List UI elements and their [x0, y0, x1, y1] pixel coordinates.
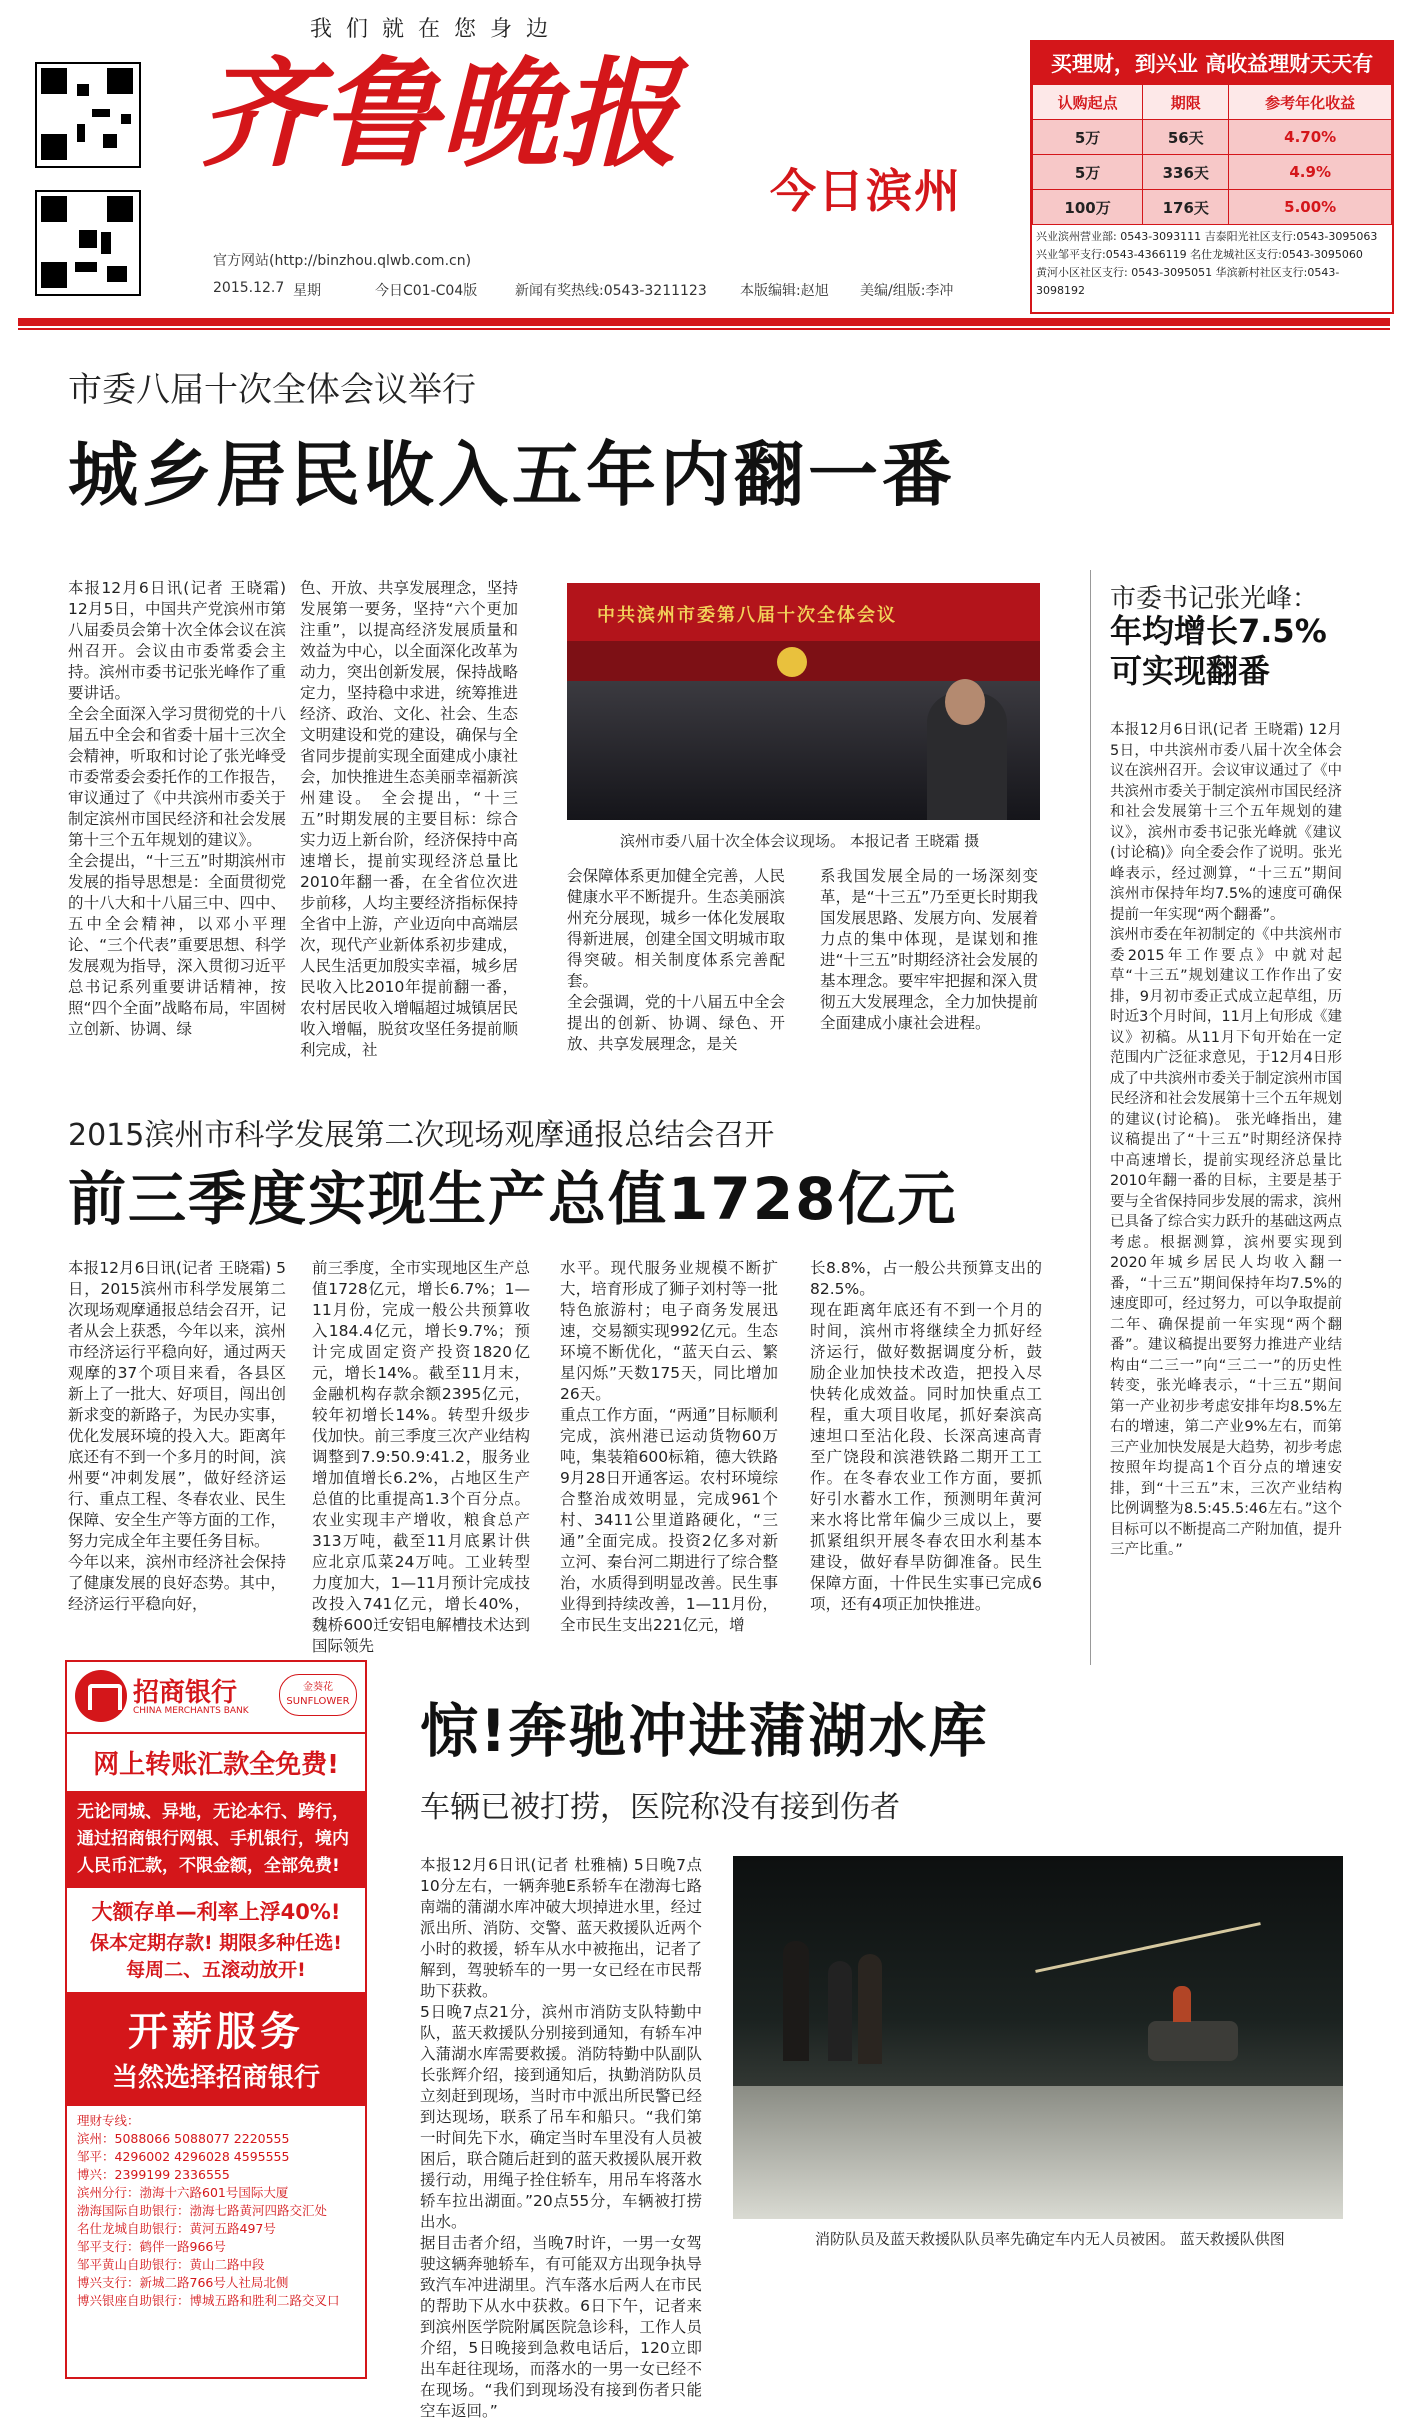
cmb-contact-line: 滨州分行：渤海十六路601号国际大厦	[77, 2185, 289, 2200]
article2-col4: 长8.8%，占一般公共预算支出的82.5%。 现在距离年底还有不到一个月的时间，滨州市将继续全力抓好经济运行，做好数据调度分析，鼓励企业加快技术改造，把投入尽快转化成效益。同时加快重点工程，重大项目收尾，抓好秦滨高速坦口至沾化段、长深高速高青至广饶段和滨港铁路二期开工工作。在冬春农业工作方面，要抓好引水蓄水工作，预测明年黄河来水将比常年偏少三成以上，要抓紧组织开展冬春农田水利基本建设，做好春旱防御准备。民生保障方面，十件民生实事已完成6项，还有4项正加快推进。	[810, 1259, 1042, 1613]
cmb-ad	[65, 1660, 367, 2379]
edition-title: 今日滨州	[770, 164, 962, 218]
sunflower-card-badge: 金葵花 SUNFLOWER	[279, 1674, 357, 1716]
cmb-contact-line: 博兴银座自助银行：博城五路和胜利二路交叉口	[77, 2293, 340, 2308]
article1-photo	[567, 583, 1040, 820]
header-divider-thin	[18, 328, 1390, 330]
cmb-contact-line: 博兴支行：新城二路766号人社局北侧	[77, 2275, 289, 2290]
article1-col4: 系我国发展全局的一场深刻变革，是“十三五”乃至更长时期我国发展思路、发展方向、发展着力点的集中体现，是谋划和推进“十三五”时期经济社会发展的基本理念。要牢牢把握和深入贯彻五大发展理念，全力加快提前全面建成小康社会进程。	[820, 867, 1038, 1032]
news-hotline: 新闻有奖热线:0543-3211123	[515, 283, 707, 299]
cmb-logo-icon	[75, 1670, 127, 1722]
column-rule	[1090, 570, 1091, 1665]
finance-cell: 56天	[1143, 120, 1229, 155]
cmb-contact-line: 滨州：5088066 5088077 2220555	[77, 2131, 290, 2146]
finance-col-header: 期限	[1143, 85, 1229, 120]
cmb-contact-line: 渤海国际自助银行：渤海七路黄河四路交汇处	[77, 2203, 328, 2218]
cmb-contact-line: 邹平：4296002 4296028 4595555	[77, 2149, 290, 2164]
issue-date: 2015.12.7	[213, 280, 285, 296]
article1-caption: 滨州市委八届十次全体会议现场。 本报记者 王晓霜 摄	[620, 832, 980, 850]
article1-col2: 色、开放、共享发展理念，坚持发展第一要务，坚持“六个更加注重”，以提高经济发展质量和效益为中心，以全面深化改革为动力，突出创新发展，保持战略定力，坚持稳中求进，统筹推进经济、政治、文化、社会、生态文明建设和党的建设，确保与全省同步提前实现全面建成小康社会，加快推进生态美丽幸福新滨州建设。 全会提出，“十三五”时期发展的主要目标：综合实力迈上新台阶，经济保持中高速增长，提前实现经济总量比2010年翻一番，在全省位次进步前移，人均主要经济指标保持全省中上游，产业迈向中高端层次，现代产业新体系初步建成，人民生活更加殷实幸福，城乡居民收入比2010年提前翻一番，农村居民收入增幅超过城镇居民收入增幅，脱贫攻坚任务提前顺利完成，社	[300, 579, 518, 1059]
page-designer: 美编/组版:李冲	[860, 283, 954, 299]
qr-code-top	[35, 62, 141, 168]
cmb-line7: 当然选择招商银行	[111, 2063, 320, 2093]
finance-branches: 兴业滨州营业部: 0543-3093111 吉泰阳光社区支行:0543-3095063 兴业邹平支行:0543-4366119 名仕龙城社区支行:0543-3095060 黄河小区社区支行: 0543-3095051 华滨新村社区支行:0543-3098192	[1036, 230, 1378, 297]
article1-kicker: 市委八届十次全体会议举行	[68, 370, 476, 410]
cmb-contacts	[67, 2106, 365, 2310]
cmb-contact-line: 邹平支行：鹤伴一路966号	[77, 2239, 226, 2254]
issue-pages: 今日C01-C04版	[375, 283, 478, 299]
cmb-bank-name: 招商银行	[133, 1678, 238, 1708]
article2-kicker: 2015滨州市科学发展第二次现场观摩通报总结会召开	[68, 1118, 775, 1153]
article3-caption: 消防队员及蓝天救援队队员率先确定车内无人员被困。 蓝天救援队供图	[815, 2230, 1285, 2248]
cmb-line1: 网上转账汇款全免费!	[93, 1750, 339, 1780]
issue-weekday: 星期	[293, 283, 321, 299]
photo-banner-text: 中共滨州市委第八届十次全体会议	[597, 605, 897, 626]
slogan: 我们就在您身边	[310, 17, 563, 42]
sidebar-body: 本报12月6日讯(记者 王晓霜) 12月5日，中共滨州市委八届十次全体会议在滨州召开。会议审议通过了《中共滨州市委关于制定滨州市国民经济和社会发展第十三个五年规划的建议》，滨州市委书记张光峰就《建议(讨论稿)》向全委会作了说明。张光峰表示，经过测算，“十三五”期间滨州市保持年均7.5%的速度可确保提前一年实现“两个翻番”。 滨州市委在年初制定的《中共滨州市委2015年工作要点》中就对起草“十三五”规划建议工作作出了安排，9月初市委正式成立起草组，历时近3个月时间，11月上旬形成《建议》初稿。从11月下旬开始在一定范围内广泛征求意见，于12月4日形成了中共滨州市委关于制定滨州市国民经济和社会发展第十三个五年规划的建议(讨论稿)。 张光峰指出，建议稿提出了“十三五”时期经济保持中高速增长，提前实现经济总量比2010年翻一番的目标，主要是基于要与全省保持同步发展的需求，滨州已具备了综合实力跃升的基础这两点考虑。根据测算，滨州要实现到2020年城乡居民人均收入翻一番，“十三五”期间保持年均7.5%的速度即可，经过努力，可以争取提前二年、确保提前一年实现“两个翻番”。建议稿提出要努力推进产业结构由“二三一”向“三二一”的历史性转变，张光峰表示，“十三五”期间第一产业初步考虑安排年均8.5%左右的增速，第二产业9%左右，而第三产业加快发展是大趋势，初步考虑按照年均提高1个百分点的增速安排，到“十三五”末，三次产业结构比例调整为8.5:45.5:46左右。”这个目标可以不断提高二产附加值，提升三产比重。”	[1110, 722, 1342, 1558]
article3-headline: 惊!奔驰冲进蒲湖水库	[420, 1697, 989, 1765]
finance-cell: 100万	[1033, 190, 1143, 225]
sidebar-kicker: 市委书记张光峰：	[1110, 584, 1319, 614]
cmb-line3: 大额存单—利率上浮40%!	[91, 1900, 341, 1924]
article1-headline: 城乡居民收入五年内翻一番	[68, 434, 956, 516]
article1-col1: 本报12月6日讯(记者 王晓霜) 12月5日，中国共产党滨州市第八届委员会第十次全体会议在滨州召开。会议由市委常委会主持。滨州市委书记张光峰作了重要讲话。 全会全面深入学习贯彻党的十八届五中全会和省委十届十三次全会精神，听取和讨论了张光峰受市委常委会委托作的工作报告，审议通过了《中共滨州市委关于制定滨州市国民经济和社会发展第十三个五年规划的建议》。 全会提出，“十三五”时期滨州市发展的指导思想是：全面贯彻党的十八大和十八届三中、四中、五中全会精神，以邓小平理论、“三个代表”重要思想、科学发展观为指导，深入贯彻习近平总书记系列重要讲话精神，按照“四个全面”战略布局，牢固树立创新、协调、绿	[68, 579, 286, 1038]
article3-body: 本报12月6日讯(记者 杜雅楠) 5日晚7点10分左右，一辆奔驰E系轿车在渤海七路南端的蒲湖水库冲破大坝掉进水里，经过派出所、消防、交警、蓝天救援队近两个小时的救援，轿车从水中被拖出，记者了解到，驾驶轿车的一男一女已经在市民帮助下获救。 5日晚7点21分，滨州市消防支队特勤中队，蓝天救援队分别接到通知，有轿车冲入蒲湖水库需要救援。消防特勤中队副队长张辉介绍，接到通知后，执勤消防队员立刻赶到现场，当时市中派出所民警已经到达现场，联系了吊车和船只。“我们第一时间先下水，确定当时车里没有人员被困后，联合随后赶到的蓝天救援队展开救援行动，用绳子拴住轿车，用吊车将落水轿车拉出湖面。”20点55分，车辆被打捞出水。 据目击者介绍，当晚7时许，一男一女驾驶这辆奔驰轿车，有可能双方出现争执导致汽车冲进湖里。汽车落水后两人在市民的帮助下从水中获救。6日下午，记者来到滨州医学院附属医院急诊科，工作人员介绍，5日晚接到急救电话后，120立即出车赶往现场，而落水的一男一女已经不在现场。“我们到现场没有接到伤者只能空车返回。”	[420, 1856, 702, 2420]
cmb-line2: 无论同城、异地，无论本行、跨行，通过招商银行网银、手机银行，境内人民币汇款，不限金额，全部免费!	[67, 1791, 365, 1888]
party-emblem-icon	[777, 647, 807, 677]
sidebar-headline-2: 可实现翻番	[1110, 652, 1271, 690]
article3-photo	[733, 1856, 1343, 2219]
article2-col3: 水平。现代服务业规模不断扩大，培育形成了狮子刘村等一批特色旅游村；电子商务发展迅速，交易额实现992亿元。生态环境不断优化，“蓝天白云、繁星闪烁”天数175天，同比增加26天。 重点工作方面，“两通”目标顺利完成，滨州港已运动货物60万吨，集装箱600标箱，德大铁路9月28日开通客运。农村环境综合整治成效明显，完成961个村、3411公里道路硬化，“三通”全面完成。投资2亿多对新立河、秦台河二期进行了综合整治，水质得到明显改善。民生事业得到持续改善，1—11月份，全市民生支出221亿元，增	[560, 1259, 778, 1634]
finance-cell: 336天	[1143, 155, 1229, 190]
finance-cell: 5万	[1033, 155, 1143, 190]
finance-cell: 5.00%	[1229, 190, 1392, 225]
finance-cell: 4.70%	[1229, 120, 1392, 155]
cmb-contact-line: 理财专线：	[77, 2113, 140, 2128]
finance-ad-table	[1032, 84, 1392, 225]
cmb-line4: 保本定期存款! 期限多种任选!	[90, 1932, 342, 1954]
cmb-bank-name-en: CHINA MERCHANTS BANK	[133, 1706, 249, 1716]
cmb-contact-line: 博兴：2399199 2336555	[77, 2167, 230, 2182]
sidebar-headline-1: 年均增长7.5%	[1110, 612, 1327, 650]
header-divider	[18, 318, 1390, 326]
finance-cell: 4.9%	[1229, 155, 1392, 190]
finance-cell: 5万	[1033, 120, 1143, 155]
finance-row	[1033, 155, 1392, 190]
finance-cell: 176天	[1143, 190, 1229, 225]
website: 官方网站(http://binzhou.qlwb.com.cn)	[213, 253, 472, 269]
finance-col-header: 认购起点	[1033, 85, 1143, 120]
finance-ad	[1030, 40, 1394, 314]
article2-col2: 前三季度，全市实现地区生产总值1728亿元，增长6.7%；1—11月份，完成一般公共预算收入184.4亿元，增长9.7%；预计完成固定资产投资1820亿元，增长14%。截至11月末，金融机构存款余额2395亿元，较年初增长14%。转型升级步伐加快。前三季度三次产业结构调整到7.9:50.9:41.2，服务业增加值增长6.2%，占地区生产总值的比重提高1.3个百分点。农业实现丰产增收，粮食总产313万吨，截至11月底累计供应北京瓜菜24万吨。工业转型力度加大，1—11月预计完成技改投入741亿元，增长40%，魏桥600迁安铝电解槽技术达到国际领先	[312, 1259, 530, 1655]
qr-code-bottom	[35, 190, 141, 296]
finance-row	[1033, 120, 1392, 155]
finance-col-header: 参考年化收益	[1229, 85, 1392, 120]
finance-row	[1033, 190, 1392, 225]
cmb-line6: 开薪服务	[128, 2009, 304, 2055]
cmb-line5: 每周二、五滚动放开!	[126, 1959, 306, 1981]
cmb-contact-line: 邹平黄山自助银行：黄山二路中段	[77, 2257, 265, 2272]
article1-col3: 会保障体系更加健全完善，人民健康水平不断提升。生态美丽滨州充分展现，城乡一体化发展取得新进展，创建全国文明城市取得突破。相关制度体系完善配套。 全会强调，党的十八届五中全会提出的创新、协调、绿色、开放、共享发展理念，是关	[567, 867, 785, 1053]
article3-subhead: 车辆已被打捞，医院称没有接到伤者	[420, 1790, 900, 1825]
masthead-logo: 齐鲁晚报	[200, 44, 681, 183]
cmb-ad-header	[67, 1662, 365, 1734]
cmb-contact-line: 名仕龙城自助银行：黄河五路497号	[77, 2221, 276, 2236]
article2-headline: 前三季度实现生产总值1728亿元	[68, 1165, 958, 1233]
finance-ad-title: 买理财，到兴业 高收益理财天天有	[1032, 42, 1392, 84]
article2-col1: 本报12月6日讯(记者 王晓霜) 5日，2015滨州市科学发展第二次现场观摩通报总结会召开，记者从会上获悉，今年以来，滨州市经济运行平稳向好，通过两天观摩的37个项目来看，各县区新上了一批大、好项目，闯出创新求变的新路子，为民办实事，优化发展环境的投入大。距离年底还有不到一个多月的时间，滨州要“冲刺发展”，做好经济运行、重点工程、冬春农业、民生保障、安全生产等方面的工作，努力完成全年主要任务目标。 今年以来，滨州市经济社会保持了健康发展的良好态势。其中，经济运行平稳向好，	[68, 1259, 286, 1613]
page-editor: 本版编辑:赵旭	[740, 283, 829, 299]
